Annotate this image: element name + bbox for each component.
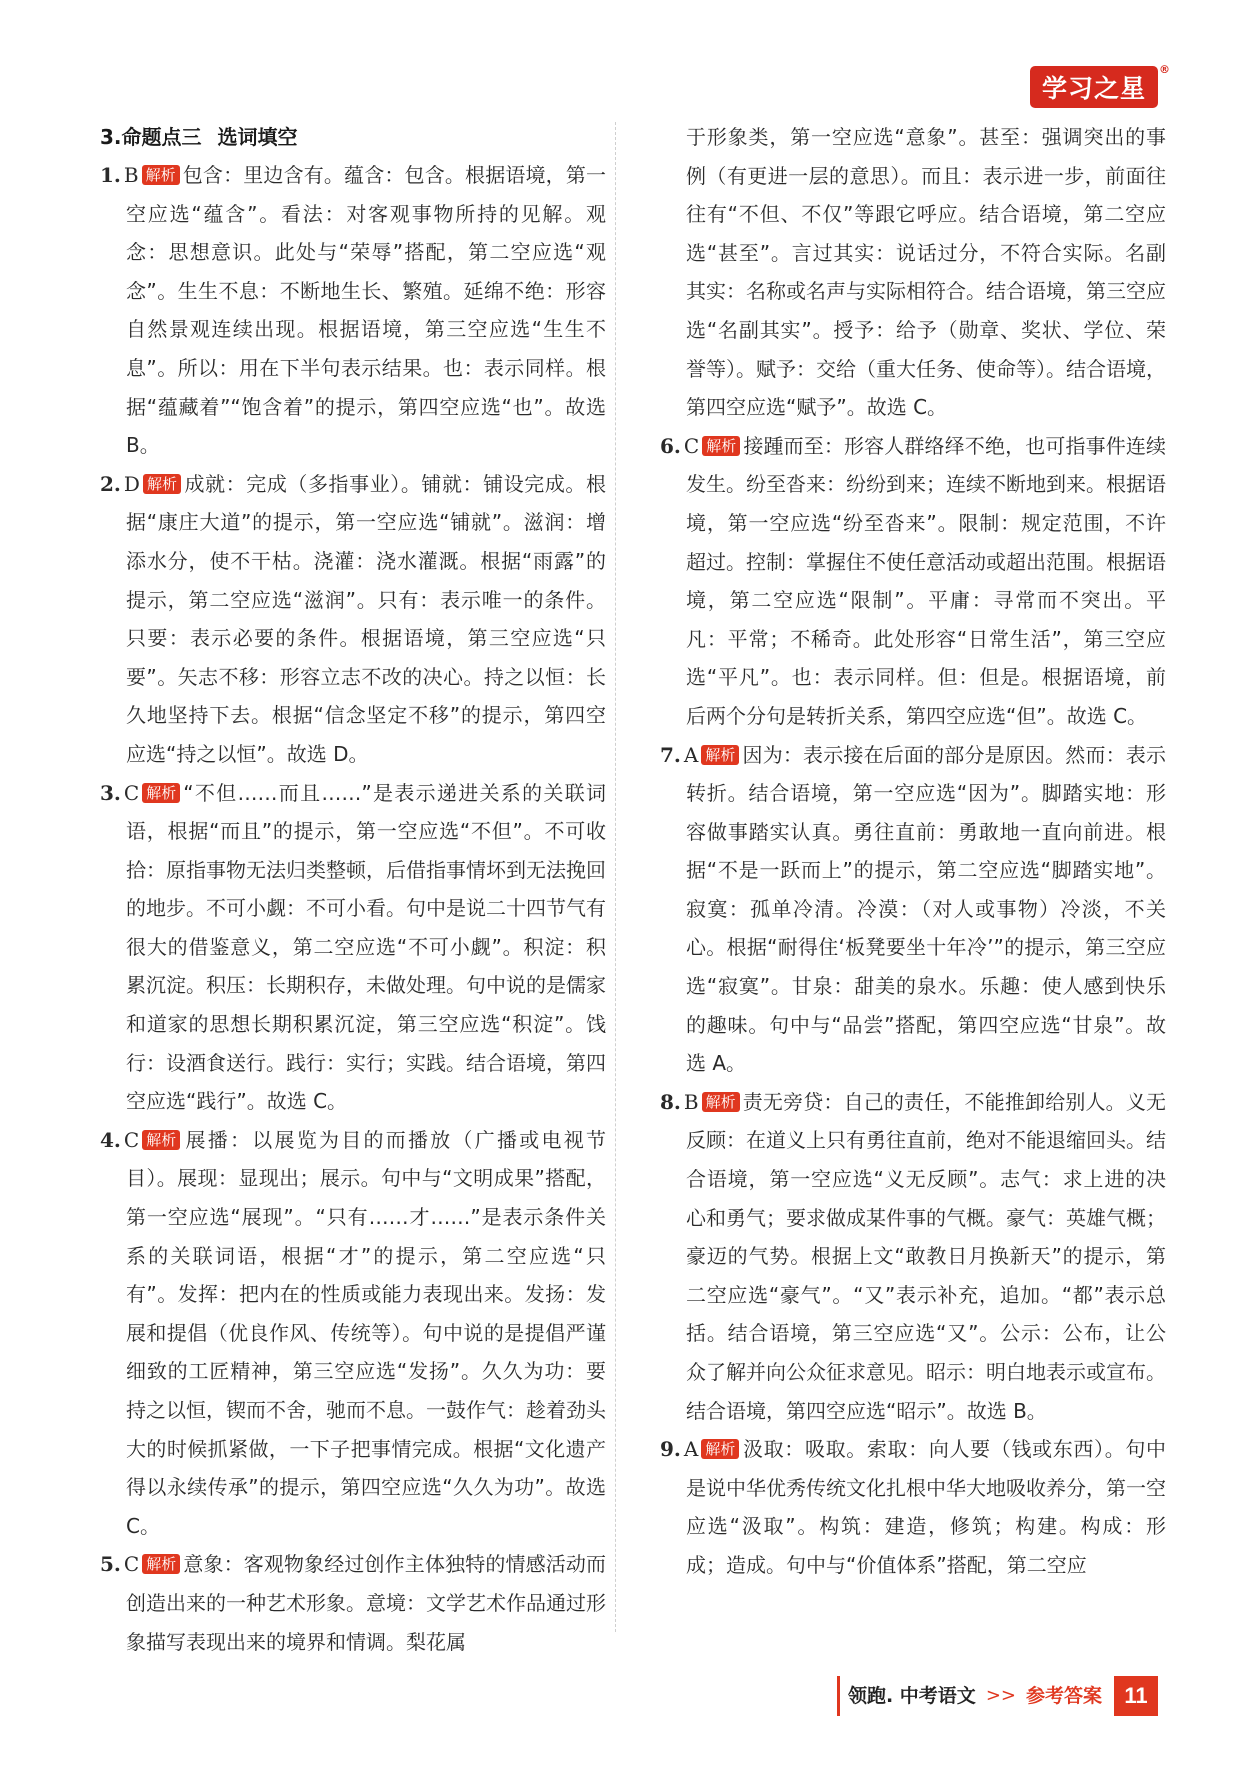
answer-item-1 bbox=[100, 156, 606, 465]
item-analysis: 成就：完成（多指事业）。铺就：铺设完成。根据“康庄大道”的提示，第一空应选“铺就”。滋润：增添水分，使不干枯。浇灌：浇水灌溉。根据“雨露”的提示，第二空应选“滋润”。只有：表示唯一的条件。只要：表示必要的条件。根据语境，第三空应选“只要”。矢志不移：形容立志不改的决心。持之以恒：长久地坚持下去。根据“信念坚定不移”的提示，第四空应选“持之以恒”。故选 D。 bbox=[126, 471, 606, 766]
item-analysis: 于形象类，第一空应选“意象”。甚至：强调突出的事例（有更进一层的意思）。而且：表示进一步，前面往往有“不但、不仅”等跟它呼应。结合语境，第二空应选“甚至”。言过其实：说话过分，不符合实际。名副其实：名称或名声与实际相符合。结合语境，第三空应选“名副其实”。授予：给予（勋章、奖状、学位、荣誉等）。赋予：交给（重大任务、使命等）。结合语境，第四空应选“赋予”。故选 C。 bbox=[686, 125, 1166, 420]
column-divider bbox=[615, 122, 616, 1632]
item-answer: B bbox=[683, 1089, 699, 1114]
analysis-tag: 解析 bbox=[702, 436, 740, 456]
item-answer: C bbox=[123, 1552, 140, 1577]
item-analysis: “不但……而且……”是表示递进关系的关联词语，根据“而且”的提示，第一空应选“不但”。不可收拾：原指事物无法归类整顿，后借指事情坏到无法挽回的地步。不可小觑：不可小看。句中是说二十四节气有很大的借鉴意义，第二空应选“不可小觑”。积淀：积累沉淀。积压：长期积存，未做处理。句中说的是儒家和道家的思想长期积累沉淀，第三空应选“积淀”。饯行：设酒食送行。践行：实行；实践。结合语境，第四空应选“践行”。故选 C。 bbox=[126, 780, 606, 1114]
item-answer: C bbox=[683, 433, 700, 458]
answer-item-5-continued bbox=[660, 118, 1166, 427]
item-number: 7. bbox=[660, 742, 681, 767]
analysis-tag: 解析 bbox=[142, 165, 180, 185]
item-number: 1. bbox=[100, 163, 121, 187]
item-number: 9. bbox=[660, 1437, 681, 1462]
answer-item-7 bbox=[660, 736, 1166, 1083]
item-analysis: 责无旁贷：自己的责任，不能推卸给别人。义无反顾：在道义上只有勇往直前，绝对不能退缩回头。结合语境，第一空应选“义无反顾”。志气：求上进的决心和勇气；要求做成某件事的气概。豪气：英雄气概；豪迈的气势。根据上文“敢教日月换新天”的提示，第二空应选“豪气”。“又”表示补充，追加。“都”表示总括。结合语境，第三空应选“又”。公示：公布，让公众了解并向公众征求意见。昭示：明白地表示或宣布。结合语境，第四空应选“昭示”。故选 B。 bbox=[686, 1089, 1166, 1423]
section-title bbox=[100, 118, 606, 156]
item-number: 3. bbox=[100, 780, 121, 805]
page-number: 11 bbox=[1114, 1676, 1158, 1716]
analysis-tag: 解析 bbox=[701, 1439, 739, 1459]
section-subtitle: 选词填空 bbox=[217, 125, 298, 149]
answer-item-4 bbox=[100, 1121, 606, 1546]
item-number: 6. bbox=[660, 433, 681, 458]
section-label: 参考答案 bbox=[1025, 1685, 1102, 1707]
item-answer: B bbox=[123, 163, 139, 187]
item-analysis: 因为：表示接在后面的部分是原因。然而：表示转折。结合语境，第一空应选“因为”。脚踏实地：形容做事踏实认真。勇往直前：勇敢地一直向前进。根据“不是一跃而上”的提示，第二空应选“脚踏实地”。寂寞：孤单冷清。冷漠：（对人或事物）冷淡，不关心。根据“耐得住‘板凳要坐十年冷’”的提示，第三空应选“寂寞”。甘泉：甜美的泉水。乐趣：使人感到快乐的趣味。句中与“品尝”搭配，第四空应选“甘泉”。故选 A。 bbox=[686, 742, 1166, 1076]
answer-item-8 bbox=[660, 1083, 1166, 1430]
analysis-tag: 解析 bbox=[142, 1554, 180, 1574]
logo-text: 学习之星 bbox=[1041, 74, 1146, 103]
section-name: 命题点三 bbox=[121, 125, 202, 149]
item-answer: D bbox=[123, 471, 140, 496]
answer-item-2 bbox=[100, 465, 606, 774]
item-answer: C bbox=[123, 780, 140, 805]
item-answer: A bbox=[683, 1437, 699, 1462]
footer-accent-bar bbox=[837, 1676, 840, 1716]
answer-item-5 bbox=[100, 1545, 606, 1661]
double-chevron-icon: >> bbox=[985, 1685, 1016, 1706]
answer-item-3 bbox=[100, 774, 606, 1121]
analysis-tag: 解析 bbox=[143, 474, 181, 494]
analysis-tag: 解析 bbox=[142, 1130, 180, 1150]
right-column bbox=[660, 118, 1166, 1585]
item-analysis: 展播：以展览为目的而播放（广播或电视节目）。展现：显现出；展示。句中与“文明成果”搭配，第一空应选“展现”。“只有……才……”是表示条件关系的关联词语，根据“才”的提示，第二空应选“只有”。发挥：把内在的性质或能力表现出来。发扬：发展和提倡（优良作风、传统等）。句中说的是提倡严谨细致的工匠精神，第三空应选“发扬”。久久为功：要持之以恒，锲而不舍，驰而不息。一鼓作气：趁着劲头大的时候抓紧做，一下子把事情完成。根据“文化遗产得以永续传承”的提示，第四空应选“久久为功”。故选 C。 bbox=[126, 1127, 606, 1538]
answer-item-6 bbox=[660, 427, 1166, 736]
item-number: 5. bbox=[100, 1552, 121, 1577]
analysis-tag: 解析 bbox=[142, 783, 180, 803]
item-answer: C bbox=[123, 1127, 140, 1152]
item-analysis: 意象：客观物象经过创作主体独特的情感活动而创造出来的一种艺术形象。意境：文学艺术作品通过形象描写表现出来的境界和情调。梨花属 bbox=[126, 1552, 606, 1654]
item-analysis: 汲取：吸取。索取：向人要（钱或东西）。句中是说中华优秀传统文化扎根中华大地吸收养分，第一空应选“汲取”。构筑：建造，修筑；构建。构成：形成；造成。句中与“价值体系”搭配，第二空应 bbox=[686, 1437, 1166, 1577]
analysis-tag: 解析 bbox=[702, 1092, 740, 1112]
brand-logo bbox=[1030, 63, 1171, 108]
item-number: 8. bbox=[660, 1089, 681, 1114]
analysis-tag: 解析 bbox=[701, 745, 739, 765]
answer-item-9 bbox=[660, 1430, 1166, 1584]
item-answer: A bbox=[683, 742, 699, 767]
book-title: 领跑. 中考语文 bbox=[847, 1685, 976, 1707]
item-analysis: 接踵而至：形容人群络绎不绝，也可指事件连续发生。纷至沓来：纷纷到来；连续不断地到来。根据语境，第一空应选“纷至沓来”。限制：规定范围，不许超过。控制：掌握住不使任意活动或超出范围。根据语境，第二空应选“限制”。平庸：寻常而不突出。平凡：平常；不稀奇。此处形容“日常生活”，第三空应选“平凡”。也：表示同样。但：但是。根据语境，前后两个分句是转折关系，第四空应选“但”。故选 C。 bbox=[686, 433, 1166, 728]
item-number: 2. bbox=[100, 471, 121, 496]
registered-mark: ® bbox=[1159, 63, 1171, 76]
page-footer bbox=[837, 1676, 1158, 1716]
section-number: 3. bbox=[100, 125, 122, 149]
item-number: 4. bbox=[100, 1127, 121, 1152]
left-column bbox=[100, 118, 606, 1661]
item-analysis: 包含：里边含有。蕴含：包含。根据语境，第一空应选“蕴含”。看法：对客观事物所持的见解。观念：思想意识。此处与“荣辱”搭配，第二空应选“观念”。生生不息：不断地生长、繁殖。延绵不绝：形容自然景观连续出现。根据语境，第三空应选“生生不息”。所以：用在下半句表示结果。也：表示同样。根据“蕴藏着”“饱含着”的提示，第四空应选“也”。故选 B。 bbox=[126, 163, 606, 458]
